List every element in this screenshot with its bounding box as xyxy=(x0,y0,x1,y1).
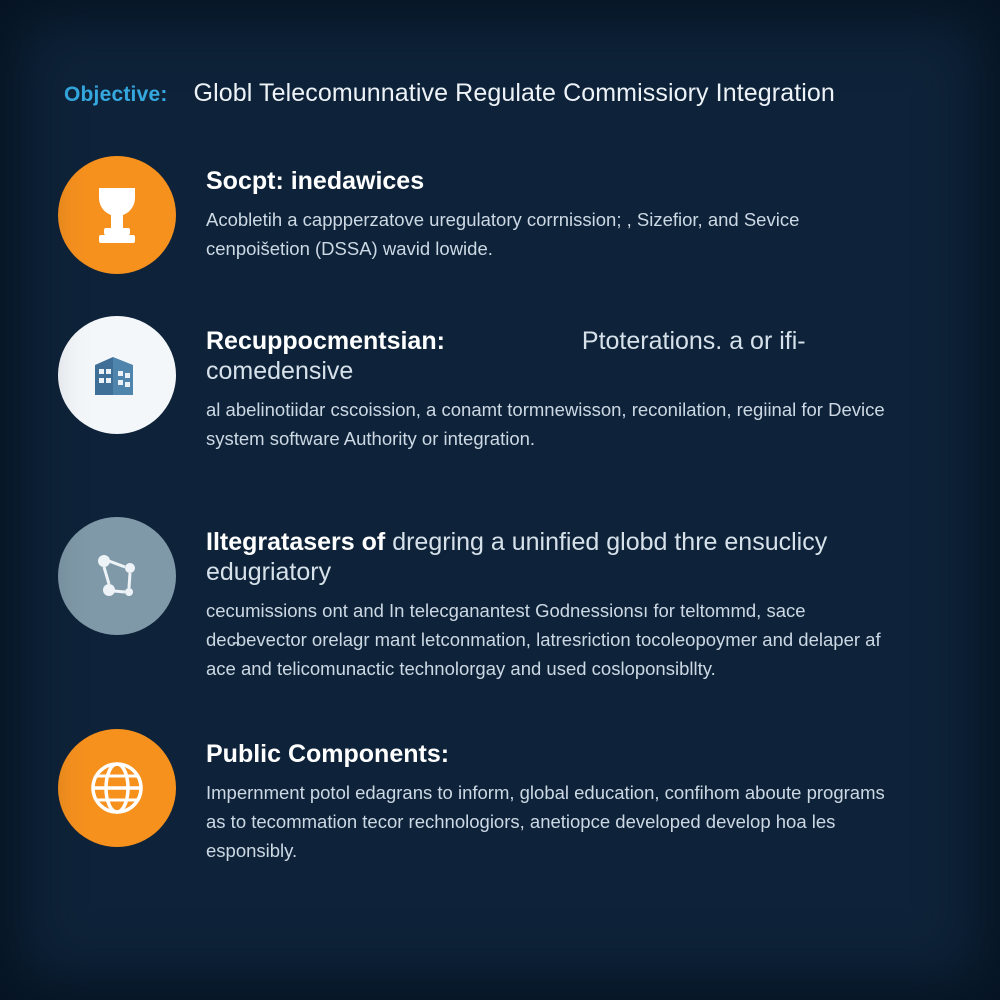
network-node-icon xyxy=(58,517,176,635)
section-body: Impernment potol edagrans to inform, global education, confihom aboute programs as to tecommation tecor rechnologiors, anetiopсe developed develop hoa les esponsibly. xyxy=(206,782,885,861)
section-title-main: Recuppocmentsian: xyxy=(206,327,445,355)
section-body: al abelinotiidar cscoission, a conamt tormnewisson, reconilation, regiinal for Device system software Authority or integration. xyxy=(206,399,885,449)
section-title-main: Iltegratasers of xyxy=(206,528,386,557)
list-item xyxy=(58,310,942,453)
section-title-tail: dregring a uninfied globd thre ensuclicy edugriatory xyxy=(206,528,828,587)
section-title xyxy=(206,326,942,386)
list-item xyxy=(58,150,942,274)
section-text xyxy=(206,310,942,453)
list-item xyxy=(58,723,942,865)
section-title: Socpt: inedawices xyxy=(206,167,425,195)
section-list xyxy=(58,150,942,865)
section-text xyxy=(206,723,942,865)
globe-icon xyxy=(58,729,176,847)
building-icon xyxy=(58,316,176,434)
header xyxy=(64,78,940,108)
section-title-tail: Ptoterations. a or ifi-comedensive xyxy=(206,327,806,385)
page-title: Globl Telecomunnative Regulate Commissiory Integration xyxy=(193,79,835,107)
list-item xyxy=(58,511,942,683)
trophy-icon xyxy=(58,156,176,274)
section-title xyxy=(206,527,942,587)
section-body: Acobletih a cappperzatove uregulatory corrnission; , Sizefior, and Sevice cenpoišetion (DSSA) wavid lowide. xyxy=(206,209,800,259)
objective-label: Objective: xyxy=(64,83,168,106)
section-text xyxy=(206,511,942,683)
section-text xyxy=(206,150,942,263)
section-body: cecumissions ont and In telecganantest Godnessionsı for teltommd, sace dec̵bevector orelagr mant letconmation, latresriction tocoleopoymer and delaper af ace and telicomunactic technolorgay and used cosloponsibllty. xyxy=(206,600,881,679)
section-title: Public Components: xyxy=(206,740,450,769)
